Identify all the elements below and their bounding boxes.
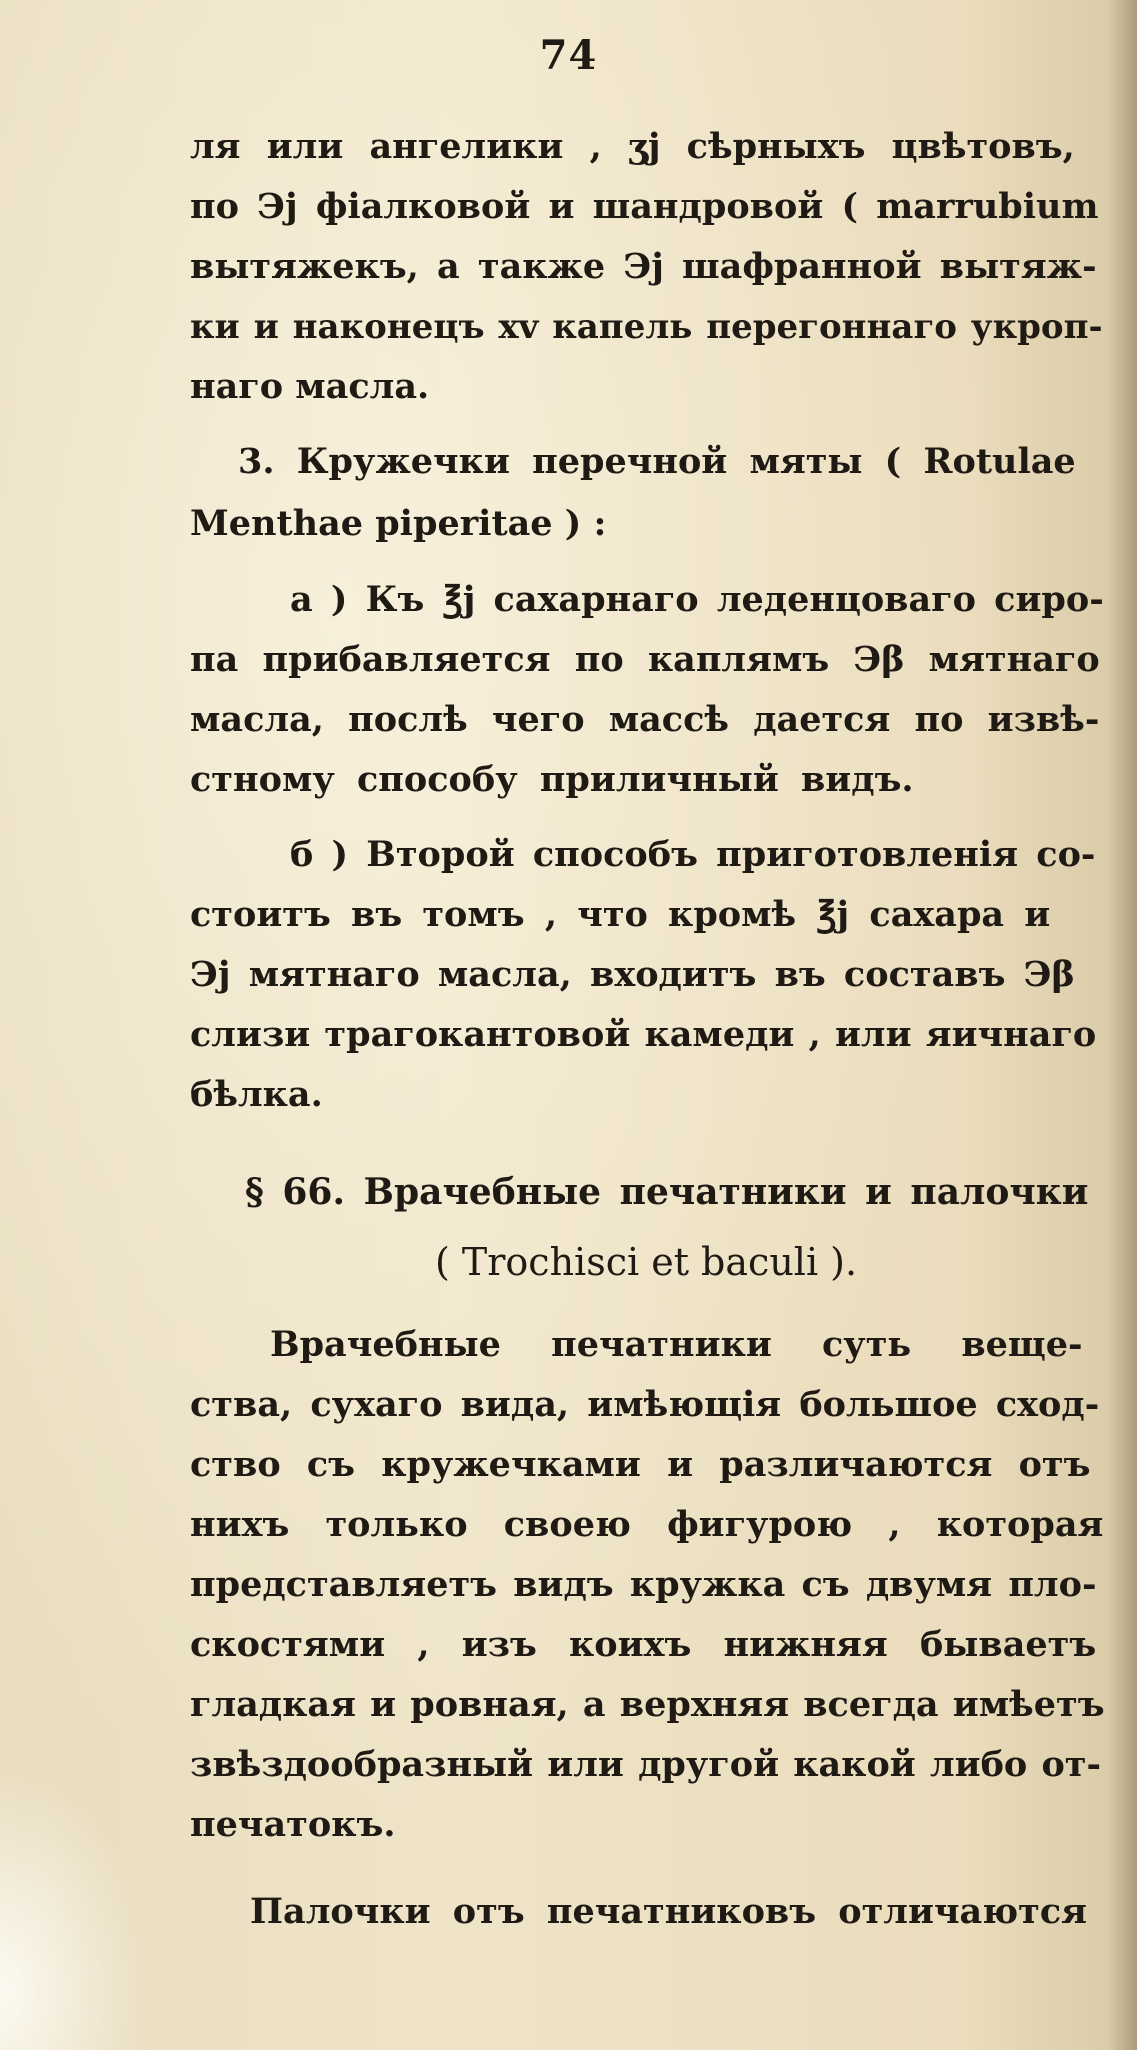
- text-line: стоитъ въ томъ , что кромѣ ℥j сахара и: [190, 894, 1051, 935]
- text-line: а ) Къ ℥j сахарнаго леденцоваго сиро-: [290, 579, 1104, 620]
- text-line: звѣздообразный или другой какой либо от-: [190, 1744, 1102, 1785]
- text-line: б ) Второй способъ приготовленія со-: [290, 834, 1096, 875]
- text-line: печатокъ.: [190, 1804, 396, 1845]
- text-line: стному способу приличный видъ.: [190, 759, 914, 800]
- text-line: нихъ только своею фигурою , которая: [190, 1504, 1104, 1545]
- text-line: па прибавляется по каплямъ Эβ мятнаго: [190, 639, 1100, 680]
- section-subheading: ( Trochisci et baculi ).: [435, 1240, 858, 1284]
- text-line: скостями , изъ коихъ нижняя бываетъ: [190, 1624, 1097, 1665]
- text-line: Эj мятнаго масла, входитъ въ составъ Эβ: [190, 954, 1075, 995]
- text-line: гладкая и ровная, а верхняя всегда имѣетъ: [190, 1684, 1105, 1725]
- page-number: 74: [539, 32, 598, 79]
- text-line: слизи трагокантовой камеди , или яичнаго: [190, 1014, 1097, 1055]
- text-line: Палочки отъ печатниковъ отличаются: [250, 1891, 1087, 1932]
- paper-stain: [0, 1760, 150, 2050]
- text-line: наго масла.: [190, 366, 430, 407]
- text-line: бѣлка.: [190, 1074, 323, 1115]
- text-line: масла, послѣ чего массѣ дается по извѣ-: [190, 699, 1100, 740]
- text-line: ля или ангелики , ʒj сѣрныхъ цвѣтовъ,: [190, 126, 1075, 167]
- text-line: ства, сухаго вида, имѣющія большое сход-: [190, 1384, 1100, 1425]
- text-line: представляетъ видъ кружка съ двумя пло-: [190, 1564, 1097, 1605]
- page-edge-shadow: [1107, 0, 1137, 2050]
- text-line: по Эj фіалковой и шандровой ( marrubium: [190, 186, 1099, 227]
- text-line: вытяжекъ, а также Эj шафранной вытяж-: [190, 246, 1097, 287]
- text-line: ки и наконецъ xv капель перегоннаго укроп-: [190, 307, 1103, 347]
- section-heading: § 66. Врачебные печатники и палочки: [245, 1171, 1089, 1213]
- text-line: Врачебные печатники суть веще-: [270, 1324, 1083, 1365]
- text-line: ство съ кружечками и различаются отъ: [190, 1444, 1091, 1485]
- text-line: Menthae piperitae ) :: [190, 503, 607, 544]
- item-heading: 3. Кружечки перечной мяты ( Rotulae: [238, 441, 1076, 482]
